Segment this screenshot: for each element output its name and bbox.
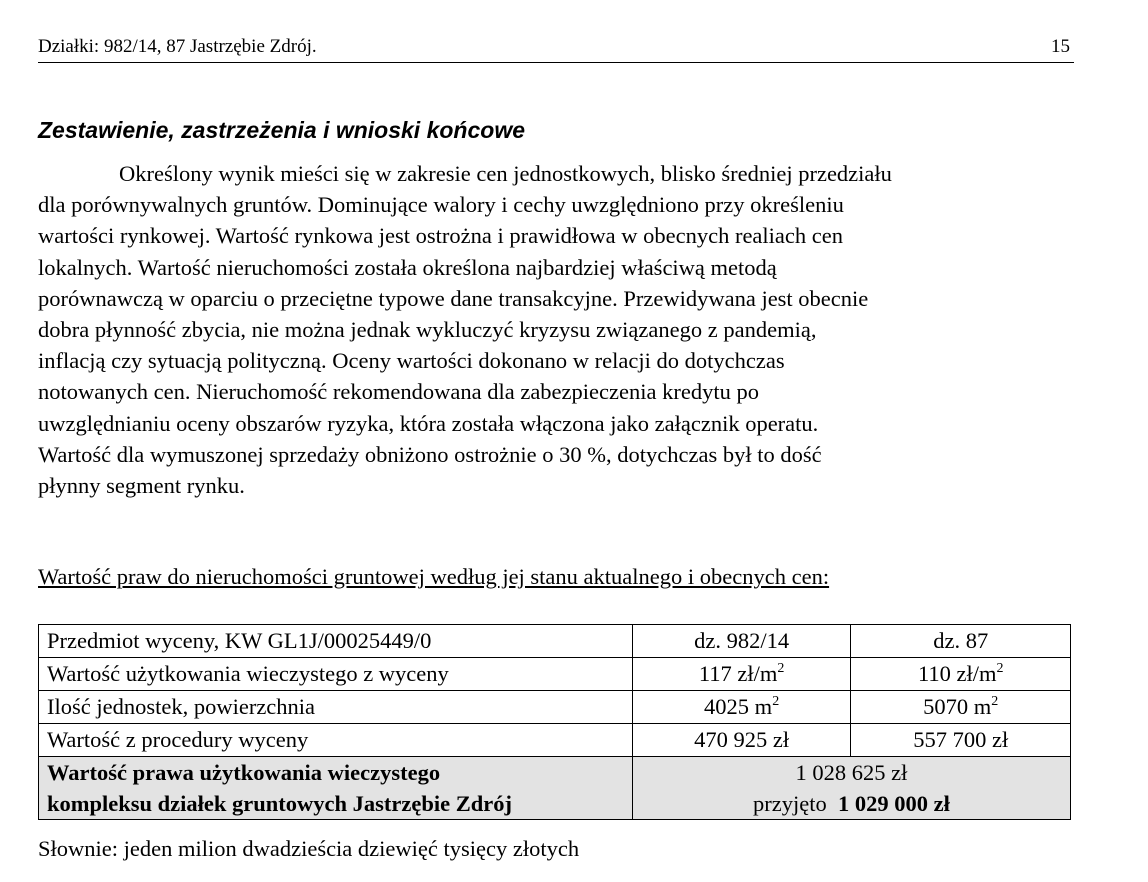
page-header	[38, 34, 1074, 63]
accepted-value: 1 029 000 zł	[837, 791, 950, 816]
paragraph-line: inflacją czy sytuacją polityczną. Oceny wartości dokonano w relacji do dotychczas	[38, 348, 785, 374]
table-total-row	[39, 757, 1071, 820]
table-header-row	[39, 625, 1071, 658]
paragraph-line: dla porównywalnych gruntów. Dominujące walory i cechy uwzględniono przy określeniu	[38, 192, 844, 218]
superscript: 2	[991, 694, 999, 709]
table-cell-plot-982-14: dz. 982/14	[632, 625, 851, 658]
paragraph-line: lokalnych. Wartość nieruchomości została określona najbardziej właściwą metodą	[38, 254, 777, 280]
superscript: 2	[772, 694, 780, 709]
table-row	[39, 658, 1071, 691]
accepted-prefix: przyjęto	[752, 791, 827, 816]
header-title: Działki: 982/14, 87 Jastrzębie Zdrój.	[38, 36, 317, 57]
page-number: 15	[1051, 36, 1070, 57]
table-cell-plot-87: dz. 87	[851, 625, 1071, 658]
table-cell-value	[851, 691, 1071, 724]
table-row	[39, 724, 1071, 757]
valuation-table	[38, 624, 1071, 820]
table-cell-value	[851, 658, 1071, 691]
table-cell-value	[632, 691, 851, 724]
table-caption: Wartość praw do nieruchomości gruntowej według jej stanu aktualnego i obecnych cen:	[38, 564, 830, 589]
amount-in-words: Słownie: jeden milion dwadzieścia dziewięć tysięcy złotych	[38, 836, 580, 861]
table-cell-label: Przedmiot wyceny, KW GL1J/00025449/0	[39, 625, 633, 658]
value-text: 5070 m	[923, 694, 992, 719]
value-text: 117 zł/m	[698, 661, 778, 686]
paragraph-line: wartości rynkowej. Wartość rynkowa jest ostrożna i prawidłowa w obecnych realiach cen	[38, 223, 843, 249]
paragraph-line: porównawczą w oparciu o przeciętne typowe dane transakcyjne. Przewidywana jest obecnie	[38, 285, 869, 311]
paragraph-line: Wartość dla wymuszonej sprzedaży obniżono ostrożnie o 30 %, dotychczas był to dość	[38, 441, 822, 467]
table-cell-value: 470 925 zł	[632, 724, 851, 757]
table-cell-label: Wartość użytkowania wieczystego z wyceny	[39, 658, 633, 691]
conclusions-paragraph	[38, 158, 1078, 501]
paragraph-line: uwzględnianiu oceny obszarów ryzyka, która została włączona jako załącznik operatu.	[38, 410, 819, 436]
table-cell-value: 557 700 zł	[851, 724, 1071, 757]
total-label-cell	[39, 757, 633, 820]
table-row	[39, 691, 1071, 724]
paragraph-line: Określony wynik mieści się w zakresie cen jednostkowych, blisko średniej przedziału	[119, 161, 892, 186]
table-cell-label: Ilość jednostek, powierzchnia	[39, 691, 633, 724]
total-value-cell	[632, 757, 1070, 820]
superscript: 2	[996, 661, 1004, 676]
total-label-line: Wartość prawa użytkowania wieczystego	[47, 760, 441, 785]
value-text: 4025 m	[704, 694, 773, 719]
paragraph-line: notowanych cen. Nieruchomość rekomendowana dla zabezpieczenia kredytu po	[38, 379, 759, 405]
total-label-line: kompleksu działek gruntowych Jastrzębie Zdrój	[47, 791, 513, 816]
paragraph-line: płynny segment rynku.	[38, 473, 245, 499]
paragraph-line: dobra płynność zbycia, nie można jednak wykluczyć kryzysu związanego z pandemią,	[38, 317, 817, 343]
total-sum: 1 028 625 zł	[795, 760, 908, 785]
section-title: Zestawienie, zastrzeżenia i wnioski końcowe	[38, 117, 525, 143]
superscript: 2	[777, 661, 785, 676]
table-cell-label: Wartość z procedury wyceny	[39, 724, 633, 757]
table-cell-value	[632, 658, 851, 691]
value-text: 110 zł/m	[917, 661, 997, 686]
